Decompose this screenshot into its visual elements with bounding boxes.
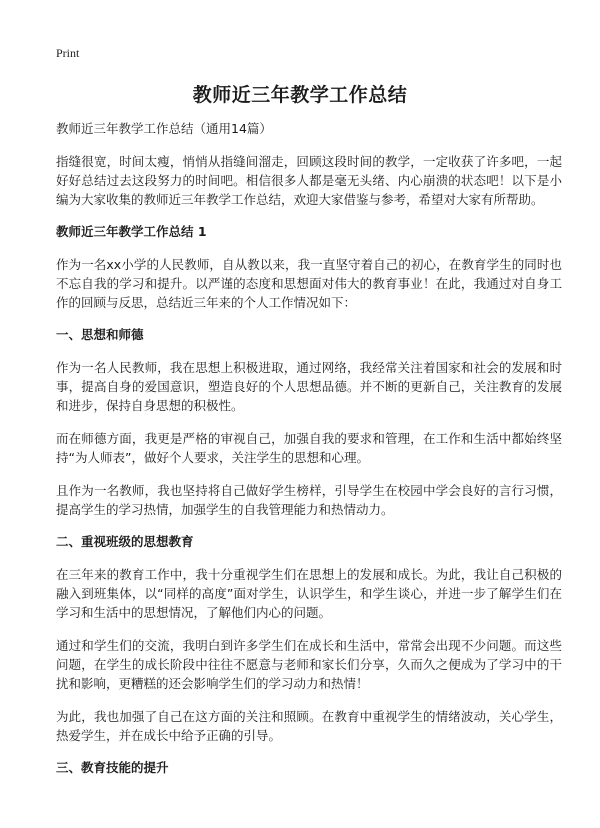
subheading-class-education: 二、重视班级的思想教育 — [56, 534, 194, 549]
section-intro-paragraph: 作为一名xx小学的人民教师，自从教以来，我一直坚守着自己的初心，在教育学生的同时也不忘自我的学习和提升。以严谨的态度和思想面对伟大的教育事业！在此，我通过对自身工作的回顾与反思，总结近三年来的个人工作情况如下： — [56, 257, 562, 310]
paragraph: 作为一名人民教师，我在思想上积极进取，通过网络，我经常关注着国家和社会的发展和时事，提高自身的爱国意识，塑造良好的个人思想品德。并不断的更新自己，关注教育的发展和进步，保持自身思想的积极性。 — [56, 360, 562, 413]
print-link[interactable]: Print — [56, 46, 80, 60]
paragraph: 而在师德方面，我更是严格的审视自己，加强自我的要求和管理，在工作和生活中都始终坚持“为人师表”，做好个人要求，关注学生的思想和心理。 — [56, 431, 562, 465]
subheading-skills: 三、教育技能的提升 — [56, 760, 169, 775]
paragraph: 为此，我也加强了自己在这方面的关注和照顾。在教育中重视学生的情绪波动，关心学生，热爱学生，并在成长中给予正确的引导。 — [56, 709, 562, 743]
section-heading: 教师近三年教学工作总结 1 — [56, 224, 207, 239]
document-subtitle: 教师近三年教学工作总结（通用14篇） — [56, 121, 272, 136]
document-body — [56, 120, 562, 791]
paragraph: 通过和学生们的交流，我明白到许多学生们在成长和生活中，常常会出现不少问题。而这些问题，在学生的成长阶段中往往不愿意与老师和家长们分享，久而久之便成为了学习中的干扰和影响，更糟糕的还会影响学生们的学习动力和热情！ — [56, 638, 562, 691]
page-title: 教师近三年教学工作总结 — [192, 84, 408, 106]
intro-paragraph: 指缝很宽，时间太瘦，悄悄从指缝间溜走，回顾这段时间的教学，一定收获了许多吧，一起好好总结过去这段努力的时间吧。相信很多人都是毫无头绪、内心崩溃的状态吧！以下是小编为大家收集的教师近三年教学工作总结，欢迎大家借鉴与参考，希望对大家有所帮助。 — [56, 154, 562, 207]
paragraph: 且作为一名教师，我也坚持将自己做好学生榜样，引导学生在校园中学会良好的言行习惯，提高学生的学习热情，加强学生的自我管理能力和热情动力。 — [56, 483, 562, 517]
subheading-thought-ethics: 一、思想和师德 — [56, 327, 144, 342]
paragraph: 在三年来的教育工作中，我十分重视学生们在思想上的发展和成长。为此，我让自己积极的融入到班集体，以“同样的高度”面对学生，认识学生，和学生谈心，并进一步了解学生们在学习和生活中的思想情况，了解他们内心的问题。 — [56, 567, 562, 620]
